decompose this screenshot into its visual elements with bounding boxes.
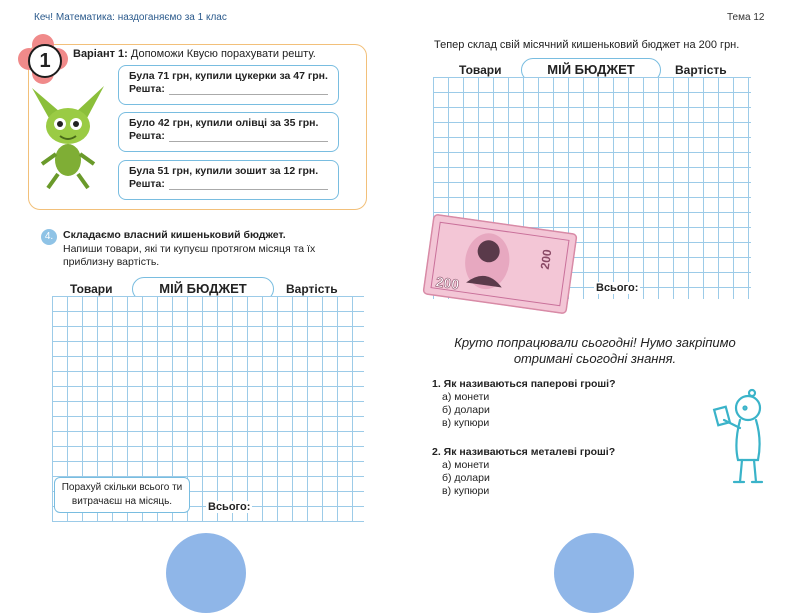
answer-option[interactable]: б) долари [442,472,490,484]
section-title: Складаємо власний кишеньковий бюджет. [63,229,286,241]
child-reading-illustration [712,388,772,488]
decor-circle-right [554,533,634,613]
total-label: Всього: [208,501,251,513]
book-title: Кеч! Математика: наздоганяємо за 1 клас [34,12,227,23]
section-number: 4. [41,229,57,245]
answer-option[interactable]: а) монети [442,459,490,471]
answer-option[interactable]: в) купюри [442,417,490,429]
answer-line[interactable] [169,94,328,95]
answer-option[interactable]: в) купюри [442,485,490,497]
quiz-question-2: 2. Як називаються металеві гроші? а) монети б) долари в) купюри [432,446,616,497]
kvus-character-illustration [30,80,106,192]
budget-title-right: МІЙ БЮДЖЕТ [521,58,661,82]
task-card-1: Була 71 грн, купили цукерки за 47 грн. Решта: [118,65,339,105]
budget-intro: Тепер склад свій місячний кишеньковий бюджет на 200 грн. [434,39,740,51]
answer-line[interactable] [169,141,328,142]
hint-note: Порахуй скільки всього ти витрачаєш на місяць. [54,477,190,513]
answer-option[interactable]: а) монети [442,391,490,403]
cost-column-header-right: Вартість [675,63,727,77]
banknote-value-left: 200 [434,273,461,293]
task-card-3: Була 51 грн, купили зошит за 12 грн. Решта: [118,160,339,200]
section-text: Напиши товари, які ти купуєш протягом місяця та їх приблизну вартість. [63,243,316,268]
budget-title: МІЙ БЮДЖЕТ [132,277,274,301]
goods-column-header-right: Товари [459,63,502,77]
variant-number: 1 [28,44,62,78]
praise-text: Круто попрацювали сьогодні! Нумо закріпимо отримані сьогодні знання. [454,335,736,366]
banknote-value-right: 200 [537,248,555,271]
variant-title: Варіант 1: Допоможи Квусю порахувати решту. [73,48,316,60]
answer-line[interactable] [169,189,328,190]
quiz-question-1: 1. Як називаються паперові гроші? а) монети б) долари в) купюри [432,378,616,429]
task-card-2: Було 42 грн, купили олівці за 35 грн. Решта: [118,112,339,152]
answer-option[interactable]: б) долари [442,404,490,416]
cost-column-header: Вартість [286,282,338,296]
goods-column-header: Товари [70,282,113,296]
variant-badge [22,38,64,80]
topic-label: Тема 12 [727,12,765,23]
decor-circle-left [166,533,246,613]
total-label-right: Всього: [596,282,639,294]
